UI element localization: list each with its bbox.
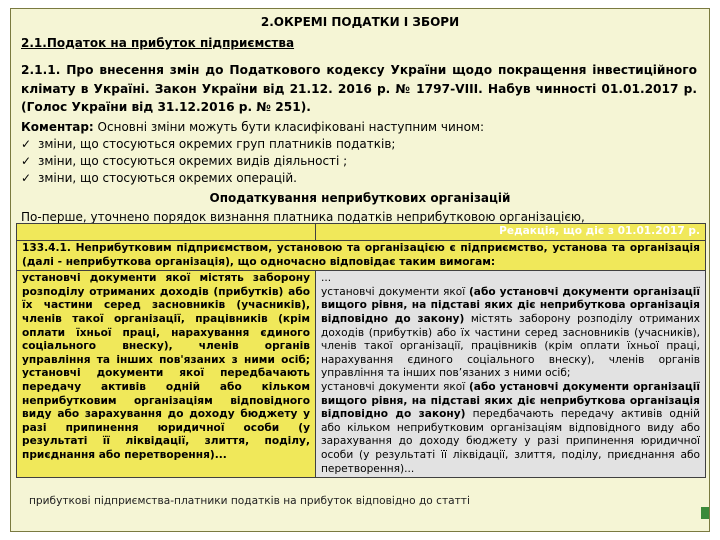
table-row: [17, 271, 706, 478]
list-item: [21, 170, 697, 187]
corner-marker: [701, 507, 709, 519]
comment-block: [21, 119, 697, 187]
paragraph-text: установчі документи якої: [321, 285, 469, 298]
checkmark-icon: ✓: [21, 171, 32, 185]
list-item: [21, 136, 697, 153]
overlay-text: прибуткові підприємства-платники податків на прибуток відповідно до статті: [29, 495, 470, 507]
section-subtitle: 2.1.Податок на прибуток підприємства: [21, 36, 295, 50]
new-edition-paragraph-1: [321, 286, 700, 381]
law-reference: 2.1.1. Про внесення змін до Податкового кодексу України щодо покращення інвестиційного клімату в Україні. Закон України від 21.12. 2016 р. № 1797-VIII. Набув чинності 01.01.2017 р. (Голос України від 31.12.2016 р. № 251).: [21, 63, 697, 114]
comment-text: Основні зміни можуть бути класифіковані наступним чином:: [93, 120, 485, 134]
new-edition-paragraph-2: [321, 381, 700, 476]
header-left-cell: [17, 224, 316, 241]
list-item-text: зміни, що стосуються окремих видів діяльності ;: [38, 154, 348, 168]
comment-list: [21, 136, 697, 187]
paragraph-text: установчі документи якої: [321, 380, 469, 393]
paragraph-text: передбачають передачу активів одній або кільком неприбутковим організаціям відповідного виду або зарахування до доходу бюджету у разі припинення юридичної особи (у результаті її ліквідації, злиття, поділу, приєднання або перетворення)...: [321, 408, 700, 475]
paragraph-emphasis: (або установчі документи організації вищого рівня, на підставі яких діє неприбуткова організація відповідно до закону): [321, 285, 701, 325]
list-item-text: зміни, що стосуються окремих груп платників податків;: [38, 137, 396, 151]
comment-intro: [21, 119, 697, 136]
table-header-row: [17, 224, 706, 241]
slide: [10, 8, 710, 532]
new-edition-cell: [316, 271, 706, 478]
header-right-cell: Редакція, що діє з 01.01.2017 р.: [316, 224, 706, 241]
checkmark-icon: ✓: [21, 154, 32, 168]
list-item-text: зміни, що стосуються окремих операцій.: [38, 171, 297, 185]
paragraph-text: містять заборону розподілу отриманих доходів (прибутків) або їх частини серед засновників (учасників), членів такої організації, працівників (крім оплати їхньої праці, нарахування єдиного соціального внеску), членів органів управління та інших пов’язаних з ними осіб;: [321, 312, 700, 380]
article-row: [17, 241, 706, 271]
comparison-table: [16, 223, 706, 478]
list-item: [21, 153, 697, 170]
paragraph-emphasis: (або установчі документи організації вищого рівня, на підставі яких діє неприбуткова організація відповідно до закону): [321, 380, 701, 421]
old-edition-cell: установчі документи якої містять заборону розподілу отриманих доходів (прибутків) або їх частини серед засновників (учасників), членів такої організації, працівників (крім оплати їхньої праці, нарахування єдиного соціального внеску), членів органів управління та інших пов'язаних з ними осіб; установчі документи якої передбачають передачу активів одній або кільком неприбутковим організаціям відповідного виду або зарахування до доходу бюджету у разі припинення юридичної особи (у результаті її ліквідації, злиття, поділу, приєднання або перетворення)...: [17, 271, 316, 478]
checkmark-icon: ✓: [21, 137, 32, 151]
ellipsis: ...: [321, 272, 332, 285]
comment-label: Коментар:: [21, 120, 94, 134]
slide-title: 2.ОКРЕМІ ПОДАТКИ І ЗБОРИ: [260, 15, 460, 29]
article-text: 133.4.1. Неприбутковим підприємством, установою та організацією є підприємство, установа та організація (далі - неприбуткова організація), що одночасно відповідає таким вимогам:: [17, 241, 706, 271]
section-heading: Оподаткування неприбуткових організацій: [209, 191, 511, 205]
intro-paragraph: По-перше, уточнено порядок визнання платника податків неприбутковою організацією,: [21, 210, 585, 224]
